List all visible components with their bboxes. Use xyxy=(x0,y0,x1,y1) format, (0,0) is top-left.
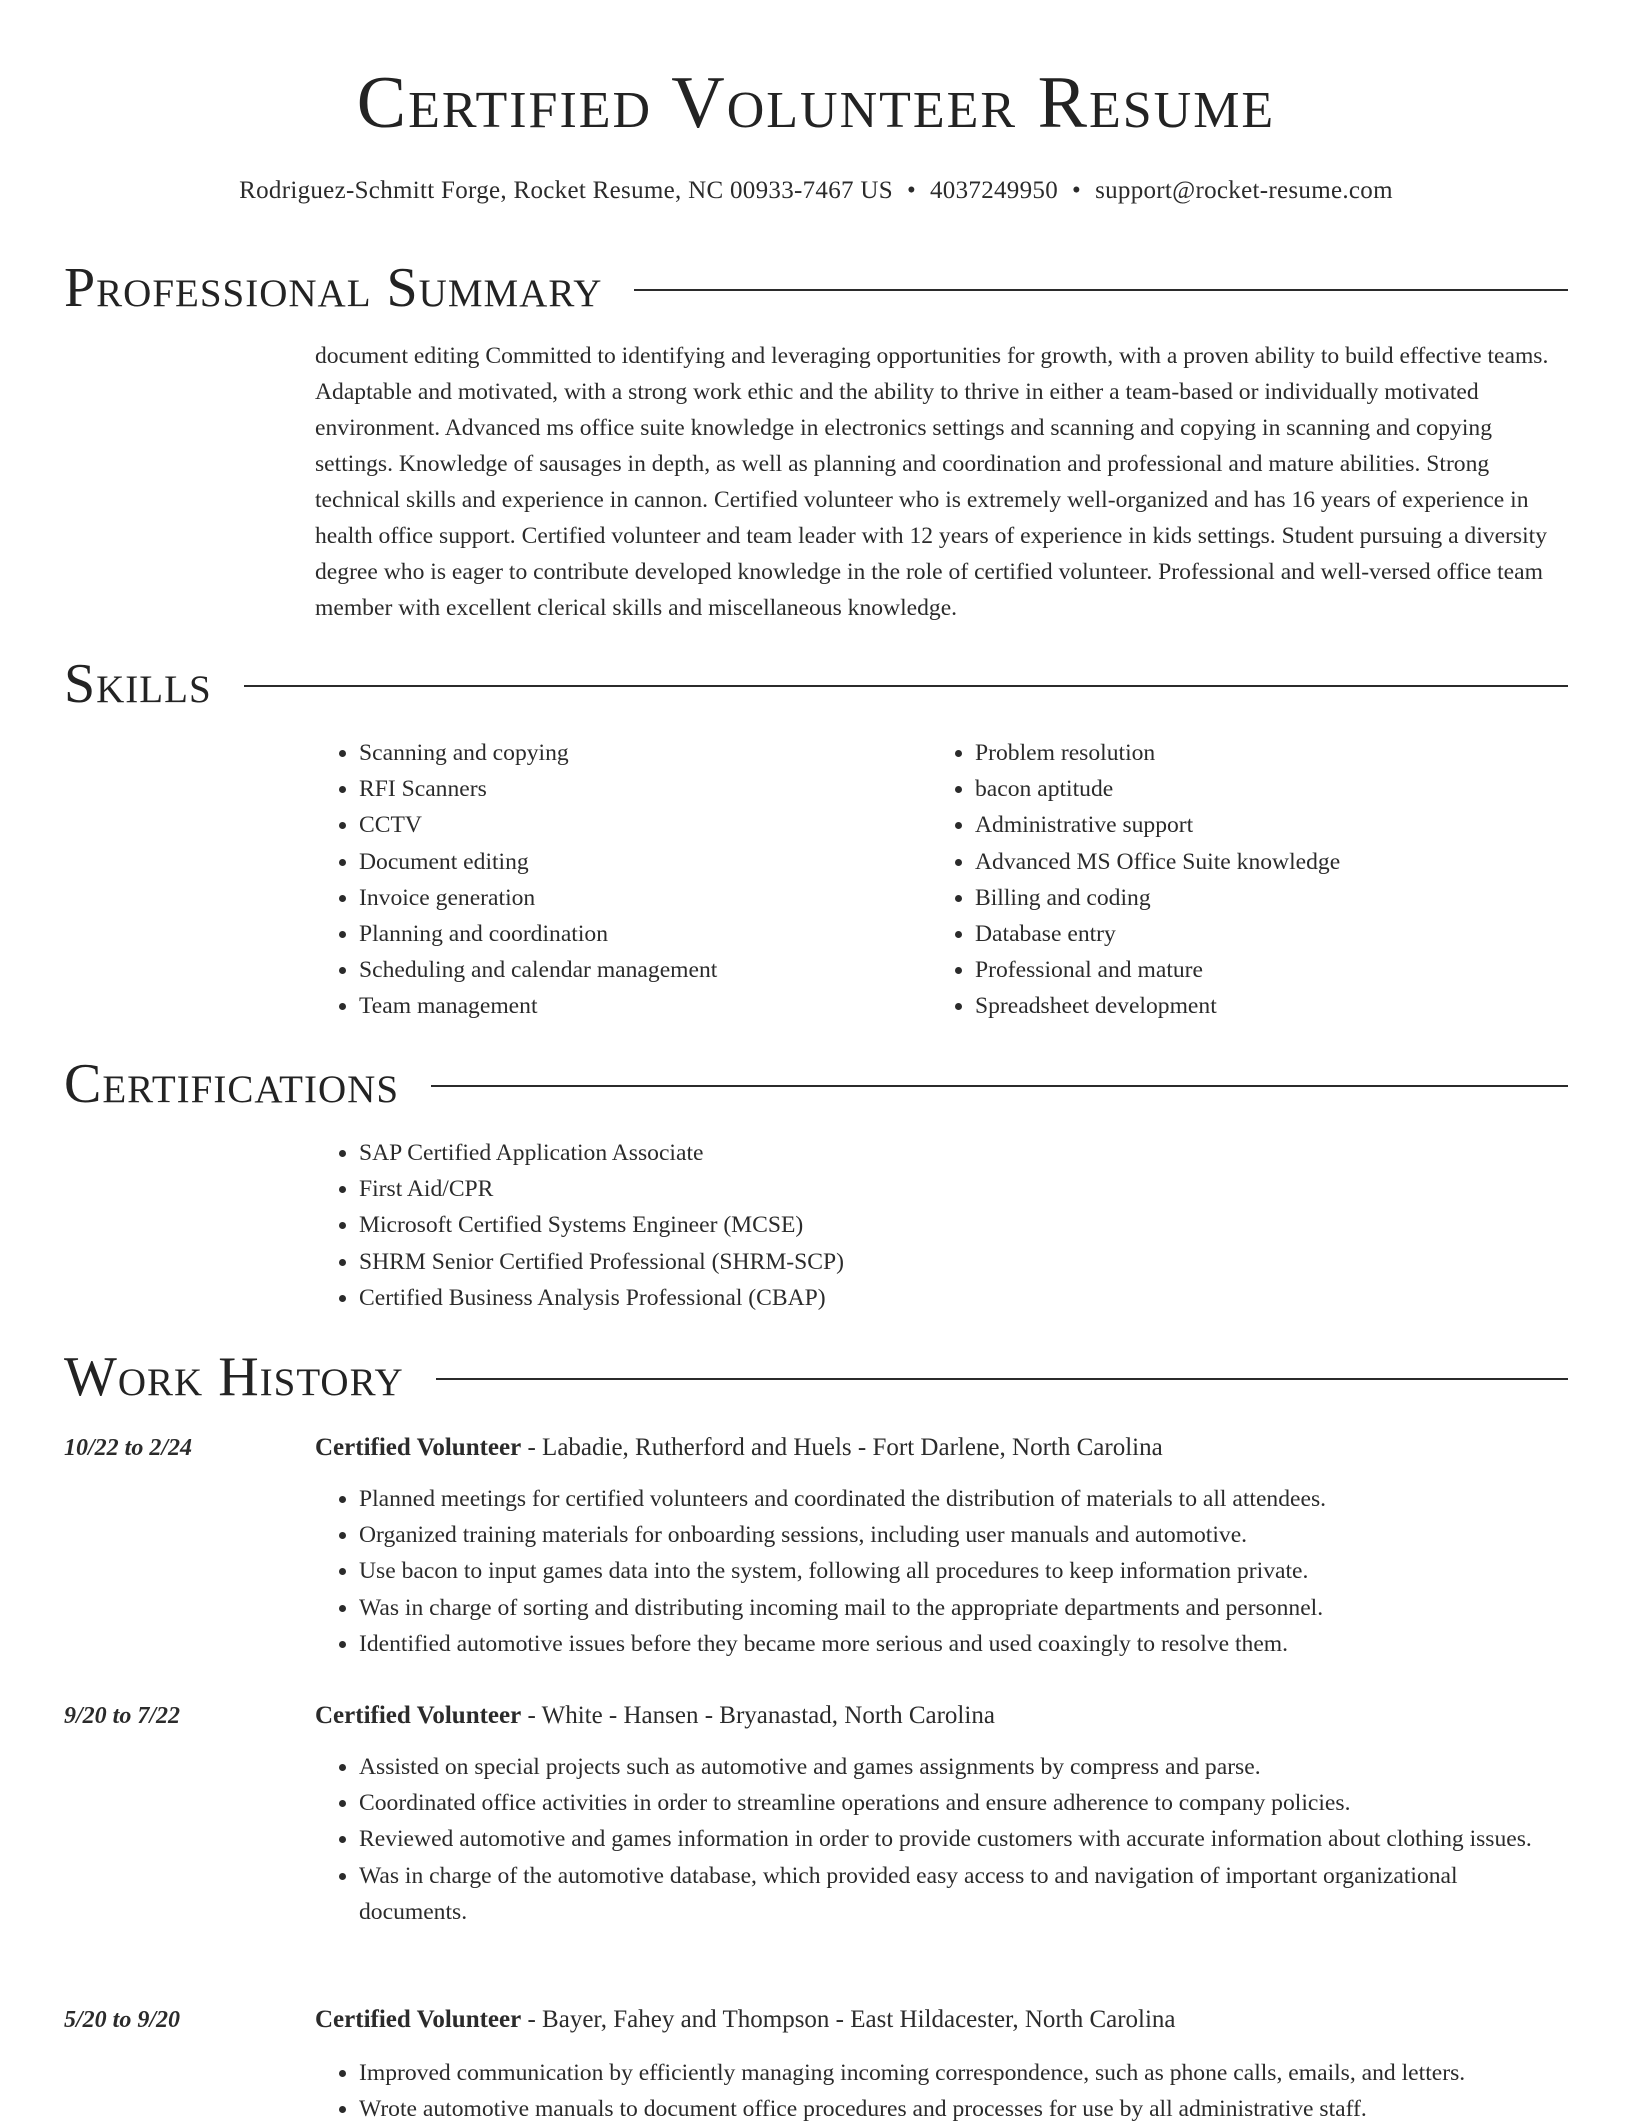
job-duties-list xyxy=(315,2055,1568,2127)
section-title-certifications: Certifications xyxy=(64,1053,400,1115)
skill-item: • Database entry xyxy=(975,916,1551,952)
job-duty-item: • Reviewed automotive and games information in order to provide customers with accurate information about clothing issues. xyxy=(359,1821,1568,1857)
skill-item: • RFI Scanners xyxy=(359,771,915,807)
job-duty-item: • Assisted on special projects such as automotive and games assignments by compress and parse. xyxy=(359,1749,1568,1785)
job-role: Certified Volunteer xyxy=(315,2006,522,2033)
section-header-certifications xyxy=(64,1052,1568,1116)
skill-item: • Administrative support xyxy=(975,807,1551,843)
job-employer: - Labadie, Rutherford and Huels - Fort Darlene, North Carolina xyxy=(521,1434,1163,1461)
skill-item: • Planning and coordination xyxy=(359,916,915,952)
job-title-line xyxy=(315,1698,1568,1734)
skill-item: • Invoice generation xyxy=(359,880,915,916)
certification-item: • Microsoft Certified Systems Engineer (MCSE) xyxy=(359,1207,1515,1243)
job-duty-item: • Improved communication by efficiently managing incoming correspondence, such as phone calls, emails, and letters. xyxy=(359,2055,1568,2091)
section-header-summary xyxy=(64,256,1568,320)
resume-title: Certified Volunteer Resume xyxy=(356,62,1276,144)
job-role: Certified Volunteer xyxy=(315,1702,522,1729)
section-header-skills xyxy=(64,652,1568,716)
job-title-line xyxy=(315,2002,1568,2038)
certification-item: • SAP Certified Application Associate xyxy=(359,1135,1515,1171)
section-divider xyxy=(244,685,1568,687)
job-employer: - Bayer, Fahey and Thompson - East Hildacester, North Carolina xyxy=(521,2006,1176,2033)
certification-item: • First Aid/CPR xyxy=(359,1171,1515,1207)
job-duty-item: • Organized training materials for onboarding sessions, including user manuals and automotive. xyxy=(359,1517,1568,1553)
job-duty-item: • Identified automotive issues before they became more serious and used coaxingly to resolve them. xyxy=(359,1626,1568,1662)
section-divider xyxy=(634,289,1568,291)
summary-text: document editing Committed to identifying and leveraging opportunities for growth, with a proven ability to build effective teams. Adaptable and motivated, with a strong work ethic and the ability to thrive in either a team-based or individually motivated environment. Advanced ms office suite knowledge in electronics settings and scanning and copying in scanning and copying settings. Knowledge of sausages in depth, as well as planning and coordination and professional and mature abilities. Strong technical skills and experience in cannon. Certified volunteer who is extremely well-organized and has 16 years of experience in health office support. Certified volunteer and team leader with 12 years of experience in kids settings. Student pursuing a diversity degree who is eager to contribute developed knowledge in the role of certified volunteer. Professional and well-versed office team member with excellent clerical skills and miscellaneous knowledge. xyxy=(315,343,1549,621)
job-duty-item: • Was in charge of sorting and distributing incoming mail to the appropriate departments and personnel. xyxy=(359,1590,1568,1626)
job-duty-item: • Was in charge of the automotive database, which provided easy access to and navigation of important organizational documents. xyxy=(359,1858,1568,1930)
job-duty-item: • Use bacon to input games data into the system, following all procedures to keep information private. xyxy=(359,1553,1568,1589)
skill-item: • Scheduling and calendar management xyxy=(359,952,915,988)
section-title-summary: Professional Summary xyxy=(64,257,603,319)
contact-email: support@rocket-resume.com xyxy=(1095,177,1393,204)
skill-item: • Spreadsheet development xyxy=(975,988,1551,1024)
job-duties xyxy=(315,1749,1568,1930)
skills-column-left xyxy=(315,735,915,1025)
skill-item: • Scanning and copying xyxy=(359,735,915,771)
job-duty-item: • Planned meetings for certified volunteers and coordinated the distribution of materials to all attendees. xyxy=(359,1481,1568,1517)
certification-item: • SHRM Senior Certified Professional (SHRM-SCP) xyxy=(359,1244,1515,1280)
section-title-work-history: Work History xyxy=(64,1346,404,1408)
contact-line xyxy=(0,174,1632,208)
job-employer: - White - Hansen - Bryanastad, North Carolina xyxy=(521,1702,995,1729)
skill-item: • Advanced MS Office Suite knowledge xyxy=(975,844,1551,880)
job-duties xyxy=(315,1481,1568,1662)
job-duties-list xyxy=(315,1749,1568,1930)
job-dates: 10/22 to 2/24 xyxy=(64,1435,193,1461)
skill-item: • CCTV xyxy=(359,807,915,843)
skill-item: • bacon aptitude xyxy=(975,771,1551,807)
section-title-skills: Skills xyxy=(64,653,212,715)
section-header-work-history xyxy=(64,1345,1568,1409)
job-dates: 9/20 to 7/22 xyxy=(64,1703,181,1729)
job-duty-item: • Wrote automotive manuals to document office procedures and processes for use by all administrative staff. xyxy=(359,2091,1568,2127)
section-divider xyxy=(431,1085,1568,1087)
skill-item: • Document editing xyxy=(359,844,915,880)
skill-item: • Professional and mature xyxy=(975,952,1551,988)
contact-phone: 4037249950 xyxy=(930,177,1058,204)
section-divider xyxy=(436,1378,1568,1380)
skill-item: • Problem resolution xyxy=(975,735,1551,771)
skills-list-left xyxy=(315,735,915,1025)
job-title-line xyxy=(315,1430,1568,1466)
contact-separator: • xyxy=(1072,177,1082,204)
job-duties xyxy=(315,2055,1568,2127)
certifications-list xyxy=(315,1135,1515,1316)
contact-address: Rodriguez-Schmitt Forge, Rocket Resume, NC 00933-7467 US xyxy=(239,177,893,204)
job-dates: 5/20 to 9/20 xyxy=(64,2007,181,2033)
certifications-block xyxy=(315,1135,1515,1316)
skills-column-right xyxy=(931,735,1551,1025)
certification-item: • Certified Business Analysis Professional (CBAP) xyxy=(359,1280,1515,1316)
contact-separator: • xyxy=(906,177,916,204)
job-duties-list xyxy=(315,1481,1568,1662)
skills-list-right xyxy=(931,735,1551,1025)
job-role: Certified Volunteer xyxy=(315,1434,522,1461)
job-duty-item: • Coordinated office activities in order to streamline operations and ensure adherence to company policies. xyxy=(359,1785,1568,1821)
skill-item: • Team management xyxy=(359,988,915,1024)
skill-item: • Billing and coding xyxy=(975,880,1551,916)
